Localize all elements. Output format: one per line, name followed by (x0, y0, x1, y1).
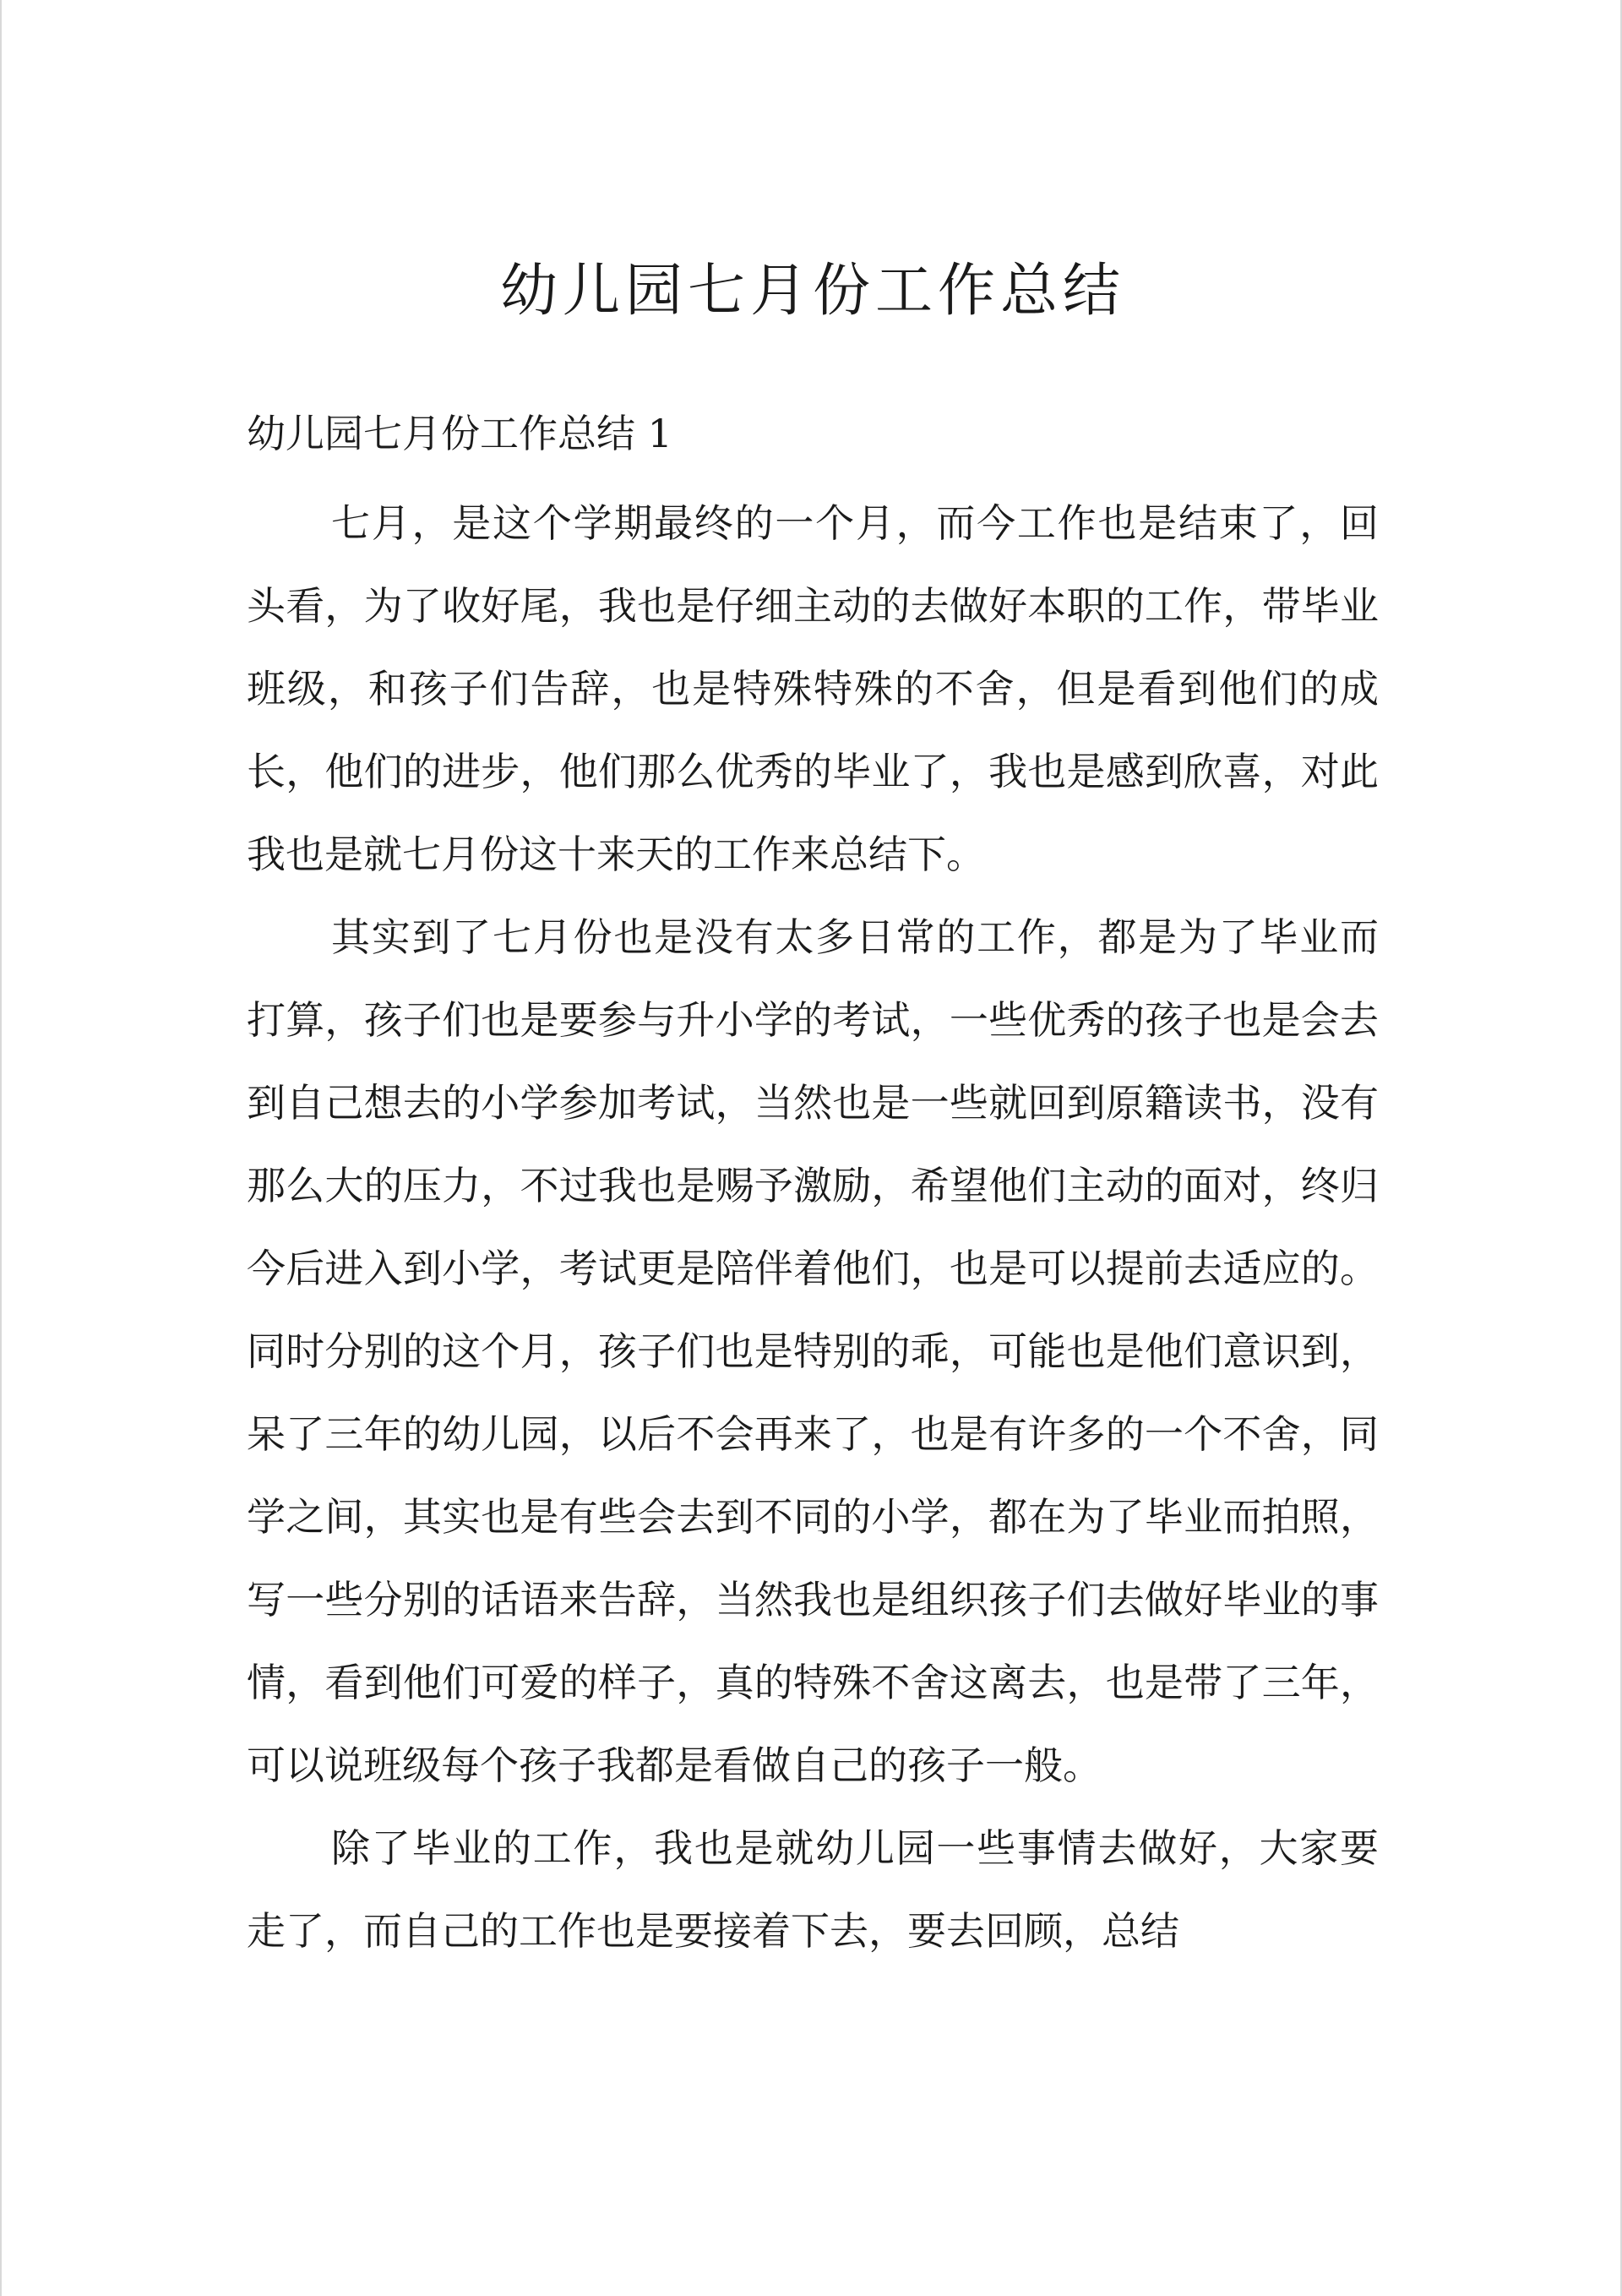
paragraph-2: 其实到了七月份也是没有太多日常的工作，都是为了毕业而打算，孩子们也是要参与升小学的考试，一些优秀的孩子也是会去到自己想去的小学参加考试，当然也是一些就回到原籍读书，没有那么大的压力，不过我也是赐予激励，希望他们主动的面对，终归今后进入到小学，考试更是陪伴着他们，也是可以提前去适应的。同时分别的这个月，孩子们也是特别的乖，可能也是他们意识到，呆了三年的幼儿园，以后不会再来了，也是有许多的一个不舍，同学之间，其实也是有些会去到不同的小学，都在为了毕业而拍照，写一些分别的话语来告辞，当然我也是组织孩子们去做好毕业的事情，看到他们可爱的样子，真的特殊不舍这离去，也是带了三年，可以说班级每个孩子我都是看做自己的孩子一般。 (247, 914, 1379, 1788)
document-title: 幼儿园七月份工作总结 (499, 258, 1125, 324)
section-heading: 幼儿园七月份工作总结 1 (247, 411, 672, 456)
paragraph-1: 七月，是这个学期最终的一个月，而今工作也是结束了，回头看，为了收好尾，我也是仔细主动的去做好本职的工作，带毕业班级，和孩子们告辞，也是特殊特殊的不舍，但是看到他们的成长，他们的进步，他们那么优秀的毕业了，我也是感到欣喜，对此我也是就七月份这十来天的工作来总结下。 (247, 500, 1379, 877)
body-text (247, 482, 1379, 1972)
paragraph-3: 除了毕业的工作，我也是就幼儿园一些事情去做好，大家要走了，而自己的工作也是要接着下去，要去回顾，总结 (247, 1825, 1379, 1954)
